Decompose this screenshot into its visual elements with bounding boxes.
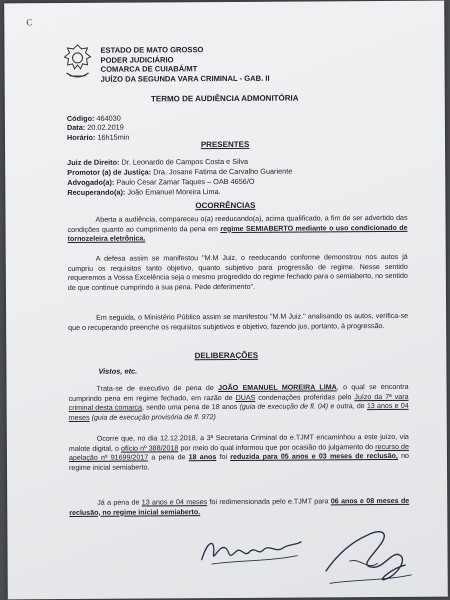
page-corner-mark: C bbox=[26, 17, 33, 28]
ocorrencias-heading: OCORRÊNCIAS bbox=[195, 200, 256, 211]
horario-label: Horário: bbox=[66, 132, 96, 142]
coat-of-arms-icon bbox=[60, 43, 94, 83]
delib-p1-duas: DUAS bbox=[235, 393, 256, 402]
delib-p1-folha1: (guia de execução de fl. 04) bbox=[239, 402, 329, 412]
header-district: COMARCA DE CUIABÁ/MT bbox=[100, 64, 198, 74]
delib-p2-reduzida: reduzida para 05 anos e 03 meses de reclusão, bbox=[230, 452, 398, 462]
header-state: ESTADO DE MATO GROSSO bbox=[100, 45, 204, 55]
data-label: Data: bbox=[66, 123, 86, 133]
ocorrencias-p3-text: Em seguida, o Ministério Público assim se manifestou "M.M Juiz." analisando os autos, verifica-se que o recuperando preenche os requisitos subjetivos e objetivo, fazendo jus, portanto, à progressão. bbox=[68, 311, 409, 332]
deliberacoes-paragraph-1 bbox=[69, 383, 409, 423]
signature-1 bbox=[197, 530, 307, 571]
deliberacoes-paragraph-2 bbox=[69, 433, 409, 473]
header-court: JUÍZO DA SEGUNDA VARA CRIMINAL - GAB. II bbox=[100, 73, 270, 84]
ocorrencias-paragraph-1 bbox=[67, 214, 407, 245]
codigo-value: 464030 bbox=[96, 113, 121, 123]
presentes-heading: PRESENTES bbox=[200, 139, 250, 150]
court-header bbox=[100, 45, 269, 84]
deliberacoes-paragraph-3 bbox=[69, 497, 409, 518]
delib-p1-d: , sendo uma pena de 18 anos bbox=[142, 403, 238, 412]
ocorrencias-paragraph-2 bbox=[68, 253, 408, 293]
advogado-name: Paulo Cesar Zamar Taques – OAB 4656/O bbox=[116, 176, 255, 187]
delib-p1-pena2: 13 anos e 04 meses bbox=[68, 402, 409, 422]
vistos-line: Vistos, etc. bbox=[98, 366, 138, 376]
data-value: 20.02.2019 bbox=[87, 123, 124, 133]
delib-p3-final: 06 anos e 08 meses de reclusão, no regime inicial semiaberto. bbox=[69, 496, 410, 517]
signature-2 bbox=[319, 521, 419, 590]
codigo-label: Código: bbox=[66, 113, 95, 123]
document-title: TERMO DE AUDIÊNCIA ADMONITÓRIA bbox=[150, 93, 299, 104]
delib-p2-a: Ocorre que, no dia 12.12.2018, a 3ª Secretaria Criminal do e.TJMT encaminhou a este juízo, via malote digital, o bbox=[68, 432, 409, 453]
promotor-label: Promotor (a) de Justiça: bbox=[67, 167, 152, 177]
deliberacoes-heading: DELIBERAÇÕES bbox=[194, 350, 259, 361]
delib-p2-c: a pena de bbox=[151, 453, 186, 462]
ocorrencias-paragraph-3 bbox=[68, 312, 408, 333]
document-page bbox=[4, 1, 448, 600]
delib-p1-a: Trata-se de executivo de pena de bbox=[96, 384, 214, 393]
delib-p3-a: Já a pena de bbox=[97, 498, 140, 507]
promotor-name: Dra. Josane Fatima de Carvalho Guariente bbox=[153, 166, 293, 177]
delib-p3-pena: 13 anos e 04 meses bbox=[141, 498, 208, 507]
attendees-list bbox=[67, 157, 292, 198]
advogado-label: Advogado(a): bbox=[67, 177, 115, 187]
hearing-metadata bbox=[67, 114, 130, 143]
juiz-name: Dr. Leonardo de Campos Costa e Silva bbox=[121, 156, 249, 167]
delib-p2-18anos: 18 anos bbox=[188, 453, 217, 462]
delib-p2-oficio: ofício nº 388/2018 bbox=[120, 443, 179, 453]
recuperando-name: João Emanuel Moreira Lima. bbox=[127, 187, 221, 197]
delib-p2-d: foi bbox=[219, 453, 228, 462]
ocorrencias-p2-text: A defesa assim se manifestou "M.M Juiz, o reeducando conforme demonstrou nos autos já cumpriu os requisitos tanto objetivo, quanto subjetivo para progressão de regime. Nesse sentido requeremos a Vossa Excelência seja o mesmo progredido do regime fechado para o semiaberto, no sentido de que continue cumprindo a sua pena. Pede deferimento". bbox=[67, 252, 408, 292]
delib-p2-recurso: recurso de apelação nº 91699/2017 bbox=[68, 442, 409, 463]
recuperando-label: Recuperando(a): bbox=[67, 187, 126, 197]
juiz-label: Juiz de Direito: bbox=[67, 157, 120, 167]
delib-p3-b: foi redimensionada pelo e.TJMT para bbox=[209, 497, 329, 507]
ocorrencias-p1-regime: regime SEMIABERTO mediante o uso condicionado de tornozeleira eletrônica. bbox=[67, 223, 408, 244]
delib-p2-e: no regime inicial semiaberto. bbox=[68, 452, 409, 472]
delib-p1-c: condenações proferidas pelo bbox=[258, 392, 352, 402]
delib-p1-b: , o qual se encontra cumprindo pena em regime fechado, em razão de bbox=[68, 382, 409, 403]
header-judiciary: PODER JUDICIÁRIO bbox=[100, 54, 174, 65]
delib-p1-name: JOÃO EMANUEL MOREIRA LIMA bbox=[218, 383, 337, 393]
delib-p2-b: por meio do qual informou que por ocasião do julgamento do bbox=[180, 442, 374, 452]
ocorrencias-p1-text: Aberta a audiência, compareceu o(a) reeducando(a), acima qualificado, a fim de ser advertido das condições quanto ao cumprimento da pena em bbox=[67, 213, 408, 234]
horario-value: 16h15min bbox=[97, 132, 130, 142]
delib-p1-juizo: Juízo da 7ª vara criminal desta comarca bbox=[68, 392, 409, 413]
delib-p1-e: e outra, de bbox=[330, 402, 365, 411]
delib-p1-folha2: (guia de execução provisória de fl. 972) bbox=[91, 412, 216, 422]
